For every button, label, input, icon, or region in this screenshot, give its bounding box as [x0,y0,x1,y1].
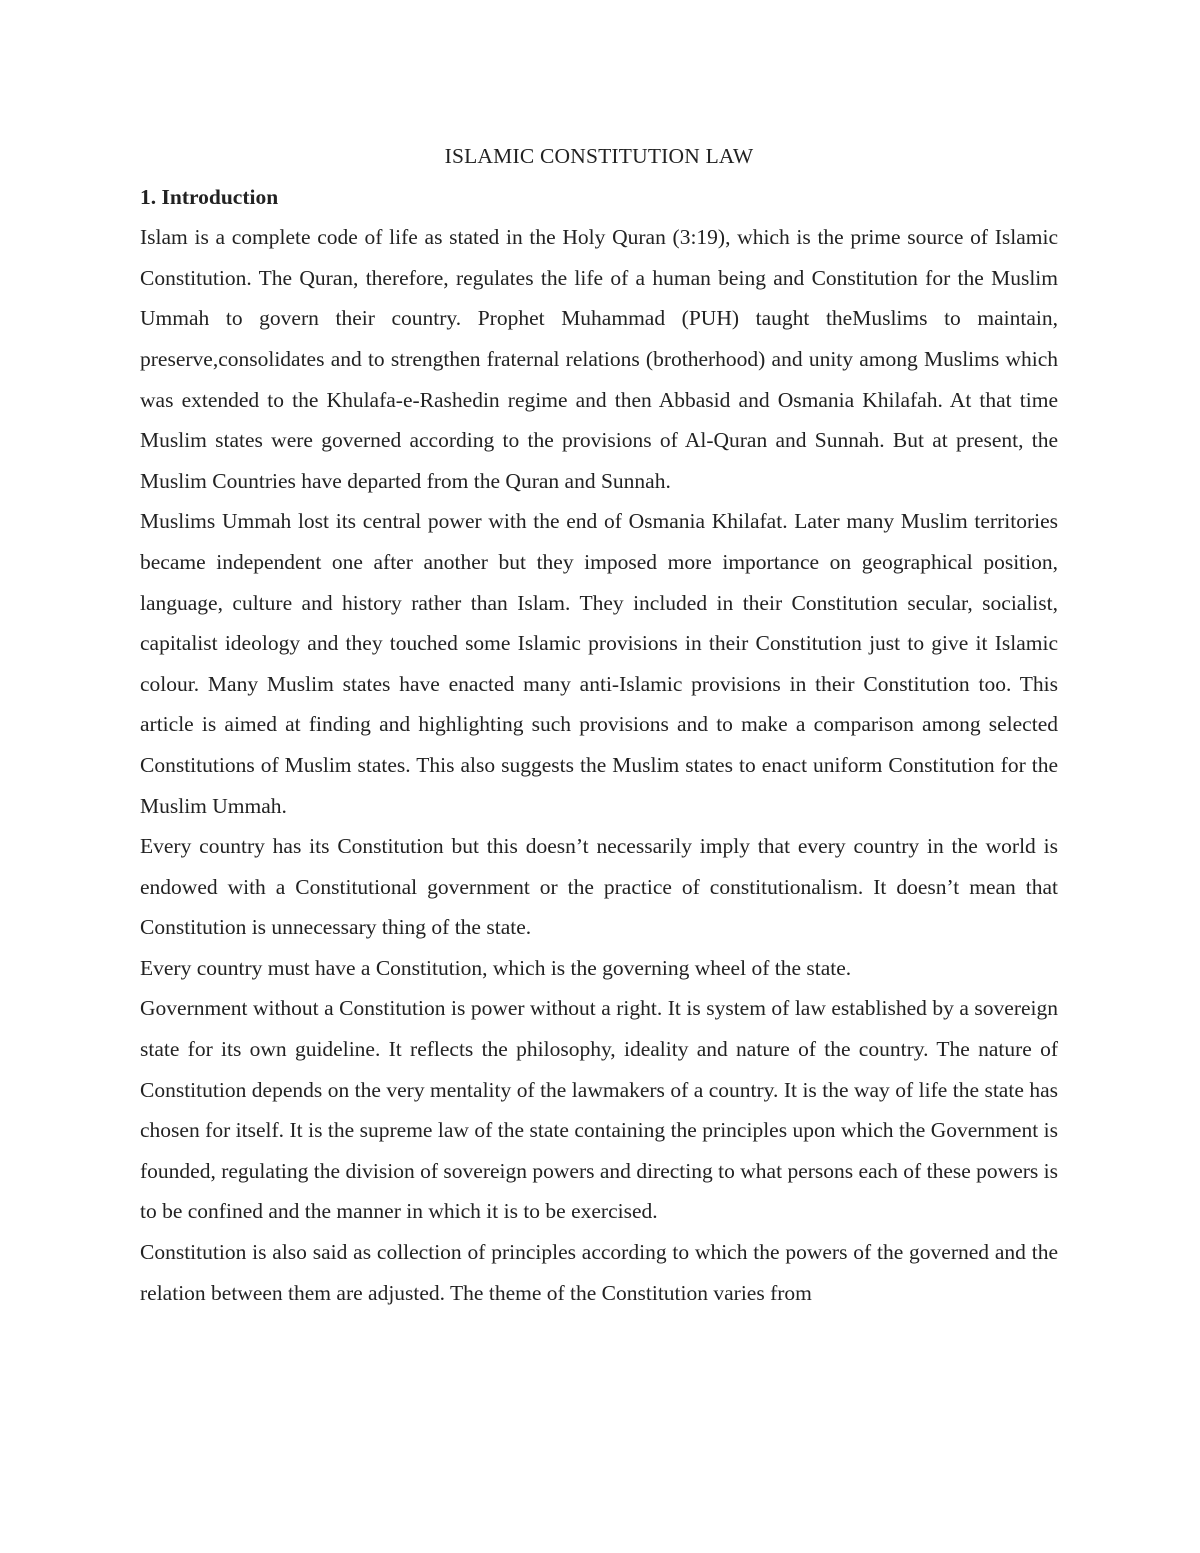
paragraph-6: Constitution is also said as collection of principles according to which the powers of the governed and the relation between them are adjusted. The theme of the Constitution varies from [140,1240,1058,1305]
paragraph-4: Every country must have a Constitution, which is the governing wheel of the state. [140,955,852,980]
document-title: ISLAMIC CONSTITUTION LAW [444,144,754,168]
paragraph-1: Islam is a complete code of life as stated in the Holy Quran (3:19), which is the prime source of Islamic Constitution. The Quran, therefore, regulates the life of a human being and Constitution for the Muslim Ummah to govern their country. Prophet Muhammad (PUH) taught theMuslims to maintain, preserve,consolidates and to strengthen fraternal relations (brotherhood) and unity among Muslims which was extended to the Khulafa-e-Rashedin regime and then Abbasid and Osmania Khilafah. At that time Muslim states were governed according to the provisions of Al-Quran and Sunnah. But at present, the Muslim Countries have departed from the Quran and Sunnah. [140,225,1058,493]
document-body [140,136,1058,1313]
paragraph-5: Government without a Constitution is power without a right. It is system of law established by a sovereign state for its own guideline. It reflects the philosophy, ideality and nature of the country. The nature of Constitution depends on the very mentality of the lawmakers of a country. It is the way of life the state has chosen for itself. It is the supreme law of the state containing the principles upon which the Government is founded, regulating the division of sovereign powers and directing to what persons each of these powers is to be confined and the manner in which it is to be exercised. [140,996,1058,1224]
section-heading-introduction: 1. Introduction [140,184,279,209]
paragraph-3: Every country has its Constitution but this doesn’t necessarily imply that every country in the world is endowed with a Constitutional government or the practice of constitutionalism. It doesn’t mean that Constitution is unnecessary thing of the state. [140,834,1058,940]
paragraph-2: Muslims Ummah lost its central power with the end of Osmania Khilafat. Later many Muslim territories became independent one after another but they imposed more importance on geographical position, language, culture and history rather than Islam. They included in their Constitution secular, socialist, capitalist ideology and they touched some Islamic provisions in their Constitution just to give it Islamic colour. Many Muslim states have enacted many anti-Islamic provisions in their Constitution too. This article is aimed at finding and highlighting such provisions and to make a comparison among selected Constitutions of Muslim states. This also suggests the Muslim states to enact uniform Constitution for the Muslim Ummah. [140,509,1058,818]
